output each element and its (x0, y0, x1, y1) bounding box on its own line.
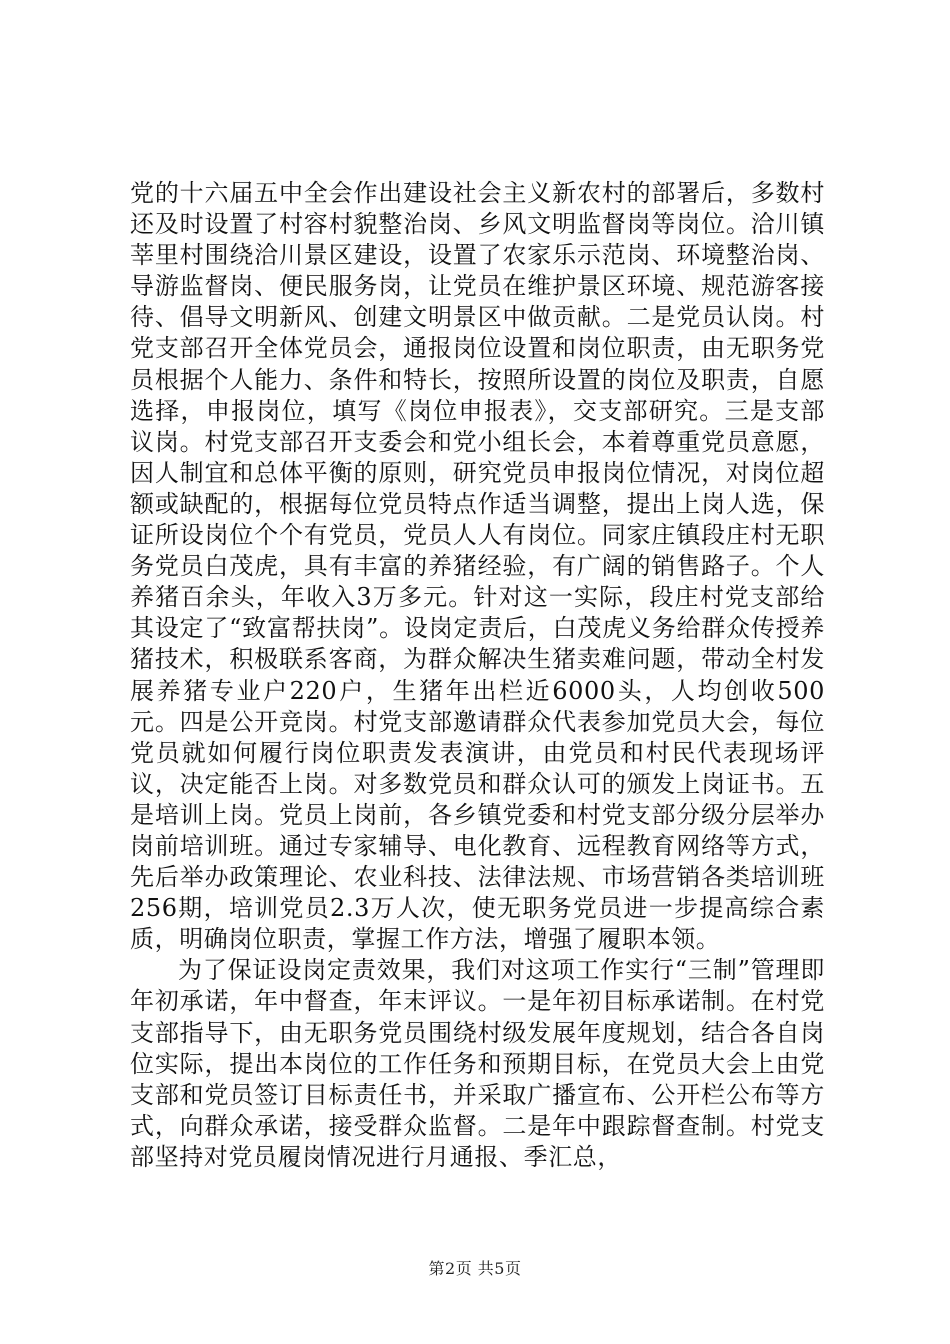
paragraph-2: 为了保证设岗定责效果，我们对这项工作实行“三制”管理即年初承诺，年中督查，年末评议。一是年初目标承诺制。在村党支部指导下，由无职务党员围绕村级发展年度规划，结合各自岗位实际，提出本岗位的工作任务和预期目标，在党员大会上由党支部和党员签订目标责任书，并采取广播宣布、公开栏公布等方式，向群众承诺，接受群众监督。二是年中跟踪督查制。村党支部坚持对党员履岗情况进行月通报、季汇总， (130, 956, 825, 1171)
paragraph-1: 党的十六届五中全会作出建设社会主义新农村的部署后，多数村还及时设置了村容村貌整治岗、乡风文明监督岗等岗位。洽川镇莘里村围绕洽川景区建设，设置了农家乐示范岗、环境整治岗、导游监督岗、便民服务岗，让党员在维护景区环境、规范游客接待、倡导文明新风、创建文明景区中做贡献。二是党员认岗。村党支部召开全体党员会，通报岗位设置和岗位职责，由无职务党员根据个人能力、条件和特长，按照所设置的岗位及职责，自愿选择，申报岗位，填写《岗位申报表》，交支部研究。三是支部议岗。村党支部召开支委会和党小组长会，本着尊重党员意愿，因人制宜和总体平衡的原则，研究党员申报岗位情况，对岗位超额或缺配的，根据每位党员特点作适当调整，提出上岗人选，保证所设岗位个个有党员，党员人人有岗位。同家庄镇段庄村无职务党员白茂虎，具有丰富的养猪经验，有广阔的销售路子。个人养猪百余头，年收入3万多元。针对这一实际，段庄村党支部给其设定了“致富帮扶岗”。设岗定责后，白茂虎义务给群众传授养猪技术，积极联系客商，为群众解决生猪卖难问题，带动全村发展养猪专业户220户，生猪年出栏近6000头，人均创收500元。四是公开竞岗。村党支部邀请群众代表参加党员大会，每位党员就如何履行岗位职责发表演讲，由党员和村民代表现场评议，决定能否上岗。对多数党员和群众认可的颁发上岗证书。五是培训上岗。党员上岗前，各乡镇党委和村党支部分级分层举办岗前培训班。通过专家辅导、电化教育、远程教育网络等方式，先后举办政策理论、农业科技、法律法规、市场营销各类培训班256期，培训党员2.3万人次，使无职务党员进一步提高综合素质，明确岗位职责，掌握工作方法，增强了履职本领。 (130, 179, 825, 954)
page-number-footer: 第2页 共5页 (428, 1259, 522, 1278)
document-body (130, 178, 825, 1173)
